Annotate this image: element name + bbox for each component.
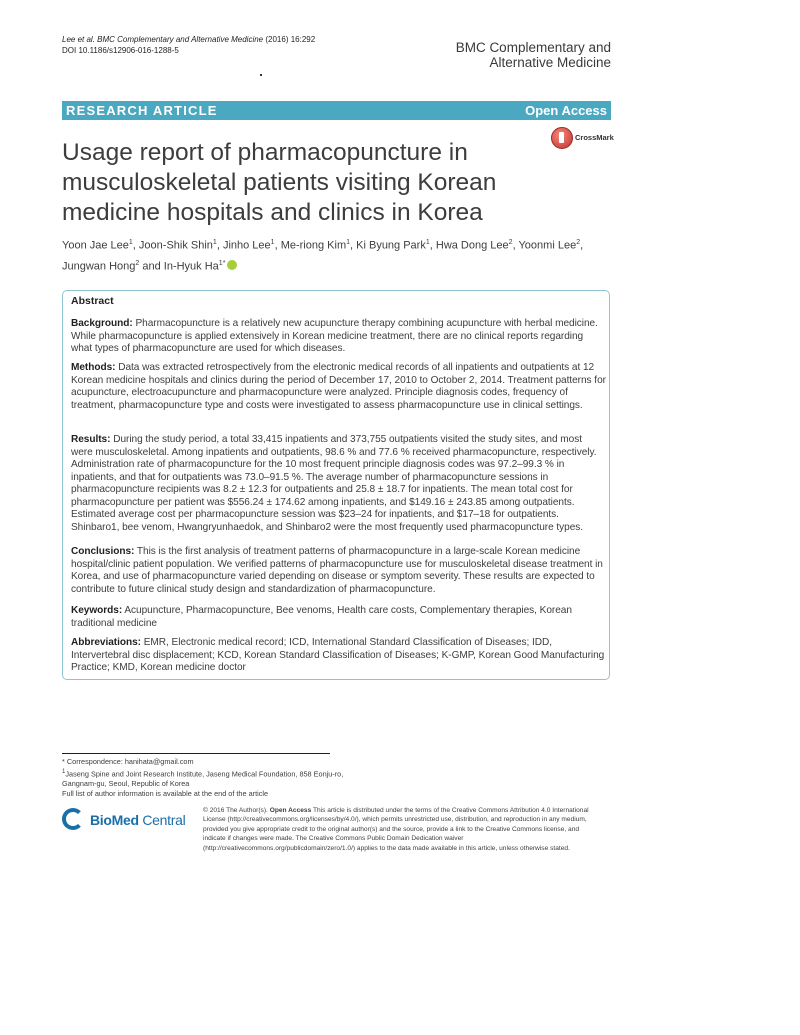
author-separator: , bbox=[580, 239, 584, 252]
author-affiliation: 1 bbox=[425, 239, 430, 246]
biomed-central-logo-icon bbox=[62, 806, 192, 836]
author-list bbox=[62, 234, 602, 275]
crossmark-icon bbox=[551, 127, 573, 149]
full-list-note: Full list of author information is available at the end of the article bbox=[62, 789, 269, 799]
abstract-conclusions: Conclusions: This is the first analysis of treatment patterns of pharmacopuncture in a large-scale Korean medicine hospital/clinic patient population. We verified patterns of pharmacopuncture use for musculoskeletal disease treatment in Korea, and use of pharmacopuncture varied depending on disease or symptom severity. These results are expected to contribute to future clinical study design and standardization of pharmacopuncture. bbox=[71, 546, 603, 595]
author-name[interactable]: Yoon Jae Lee bbox=[62, 239, 129, 252]
abstract-results: Results: During the study period, a total 33,415 inpatients and 373,755 outpatients visited the study sites, and most were musculoskeletal. Among inpatients and outpatients, 98.6 % and 77.6 % received pharmacopuncture, respectively. Administration rate of pharmacopuncture for the 10 most frequent principle diagnosis codes was 97.2–99.3 % in inpatients, and that for outpatients was 73.0–91.5 %. The average number of pharmacopuncture sessions in pharmacopuncture recipients was 8.2 ± 12.3 for outpatients and 25.8 ± 18.7 for inpatients. The mean total cost for pharmacopuncture per patient was $556.24 ± 174.62 among inpatients, and $149.16 ± 243.85 among outpatients. Estimated average cost per pharmacopuncture session was $23–24 for inpatients, and $17–18 for outpatients. Shinbaro1, bee venom, Hwangryunhaedok, and Shinbaro2 were the most frequently used pharmacopuncture types. bbox=[71, 434, 597, 533]
stray-dot bbox=[260, 74, 262, 76]
article-title: Usage report of pharmacopuncture in musculoskeletal patients visiting Korean medicine hospitals and clinics in Korea bbox=[62, 139, 497, 226]
correspondence-note[interactable]: * Correspondence: hanihata@gmail.com bbox=[62, 757, 194, 766]
author-name[interactable]: Jinho Lee bbox=[222, 239, 271, 252]
author-affiliation: 2 bbox=[508, 239, 513, 246]
affiliation-note: $^1$Jaseng Spine and Joint Research Institute, Jaseng Medical Foundation, 858 Eonju-ro, Gangnam-gu, Seoul, Republic of Korea bbox=[62, 768, 344, 789]
orcid-icon[interactable] bbox=[227, 260, 237, 270]
abstract-heading: Abstract bbox=[71, 295, 114, 307]
author-separator: , bbox=[274, 239, 281, 252]
author-name[interactable]: Yoonmi Lee bbox=[518, 239, 577, 252]
author-separator: , bbox=[429, 239, 436, 252]
author-name[interactable]: Jungwan Hong bbox=[62, 260, 136, 273]
citation-header bbox=[62, 34, 315, 56]
abstract-abbreviations: Abbreviations: EMR, Electronic medical record; ICD, International Standard Classification of Diseases; IDD, Intervertebral disc displacement; KCD, Korean Standard Classification of Diseases; K-GMP, Korean Good Manufacturing Practice; KMD, Korean medicine doctor bbox=[71, 637, 605, 673]
author-affiliation: 1 bbox=[346, 239, 351, 246]
author-separator: , bbox=[350, 239, 357, 252]
author-separator: , bbox=[216, 239, 223, 252]
author-affiliation: 2 bbox=[576, 239, 581, 246]
footnotes bbox=[62, 757, 352, 799]
journal-name: BMC Complementary and Alternative Medicine bbox=[455, 40, 611, 70]
author-affiliation: 1 bbox=[270, 239, 275, 246]
author-name[interactable]: Joon-Shik Shin bbox=[138, 239, 213, 252]
publisher-name: BioMed Central bbox=[90, 812, 186, 828]
citation-line: Lee et al. BMC Complementary and Alternative Medicine (2016) 16:292 bbox=[62, 35, 316, 44]
author-name[interactable]: Ki Byung Park bbox=[356, 239, 426, 252]
open-access-label: Open Access bbox=[525, 103, 607, 118]
license-statement: © 2016 The Author(s). Open Access This article is distributed under the terms of the Creative Commons Attribution 4.0 International License (http://creativecommons.org/licenses/by/4.0/), which permits unrestricted use, distribution, and reproduction in any medium, provided you give appropriate credit to the original author(s) and the source, provide a link to the Creative Commons license, and indicate if changes were made. The Creative Commons Public Domain Dedication waiver (http://creativecommons.org/publicdomain/zero/1.0/) applies to the data made available in this article, unless otherwise stated. bbox=[203, 807, 589, 852]
author-separator: , bbox=[512, 239, 519, 252]
crossmark-badge[interactable] bbox=[551, 127, 613, 153]
author-affiliation: 1 bbox=[212, 239, 217, 246]
crossmark-label: CrossMark bbox=[575, 133, 614, 142]
author-affiliation: 1* bbox=[218, 259, 226, 267]
abstract-methods: Methods: Data was extracted retrospectively from the electronic medical records of all inpatients and outpatients at 12 Korean medicine hospitals and clinics during the period of December 17, 2010 to October 2, 2014. Treatment patterns for acupuncture, electroacupuncture and pharmacopuncture were analyzed. Principle diagnosis codes, frequency of treatment, pharmacopuncture type and costs were investigated to assess pharmacopuncture use in clinical settings. bbox=[71, 362, 606, 411]
footnote-separator bbox=[62, 753, 330, 754]
abstract-background: Background: Pharmacopuncture is a relatively new acupuncture therapy combining acupuncture with herbal medicine. While pharmacopuncture is applied extensively in Korean medicine treatment, there are no clinical reports regarding what types of pharmacopuncture are used for which diseases. bbox=[71, 318, 598, 354]
article-type-banner bbox=[62, 101, 611, 120]
author-affiliation: 1 bbox=[128, 239, 133, 246]
author-separator: , bbox=[132, 239, 139, 252]
author-affiliation: 2 bbox=[135, 259, 140, 267]
article-type-label: RESEARCH ARTICLE bbox=[66, 103, 218, 118]
doi-line[interactable]: DOI 10.1186/s12906-016-1288-5 bbox=[62, 46, 179, 55]
author-name[interactable]: Me-riong Kim bbox=[280, 239, 347, 252]
author-separator: and bbox=[139, 260, 164, 273]
author-name[interactable]: In-Hyuk Ha bbox=[163, 260, 219, 273]
abstract-keywords: Keywords: Acupuncture, Pharmacopuncture, Bee venoms, Health care costs, Complementary therapies, Korean traditional medicine bbox=[71, 605, 572, 629]
logo-ring-icon bbox=[62, 808, 84, 830]
author-name[interactable]: Hwa Dong Lee bbox=[435, 239, 509, 252]
